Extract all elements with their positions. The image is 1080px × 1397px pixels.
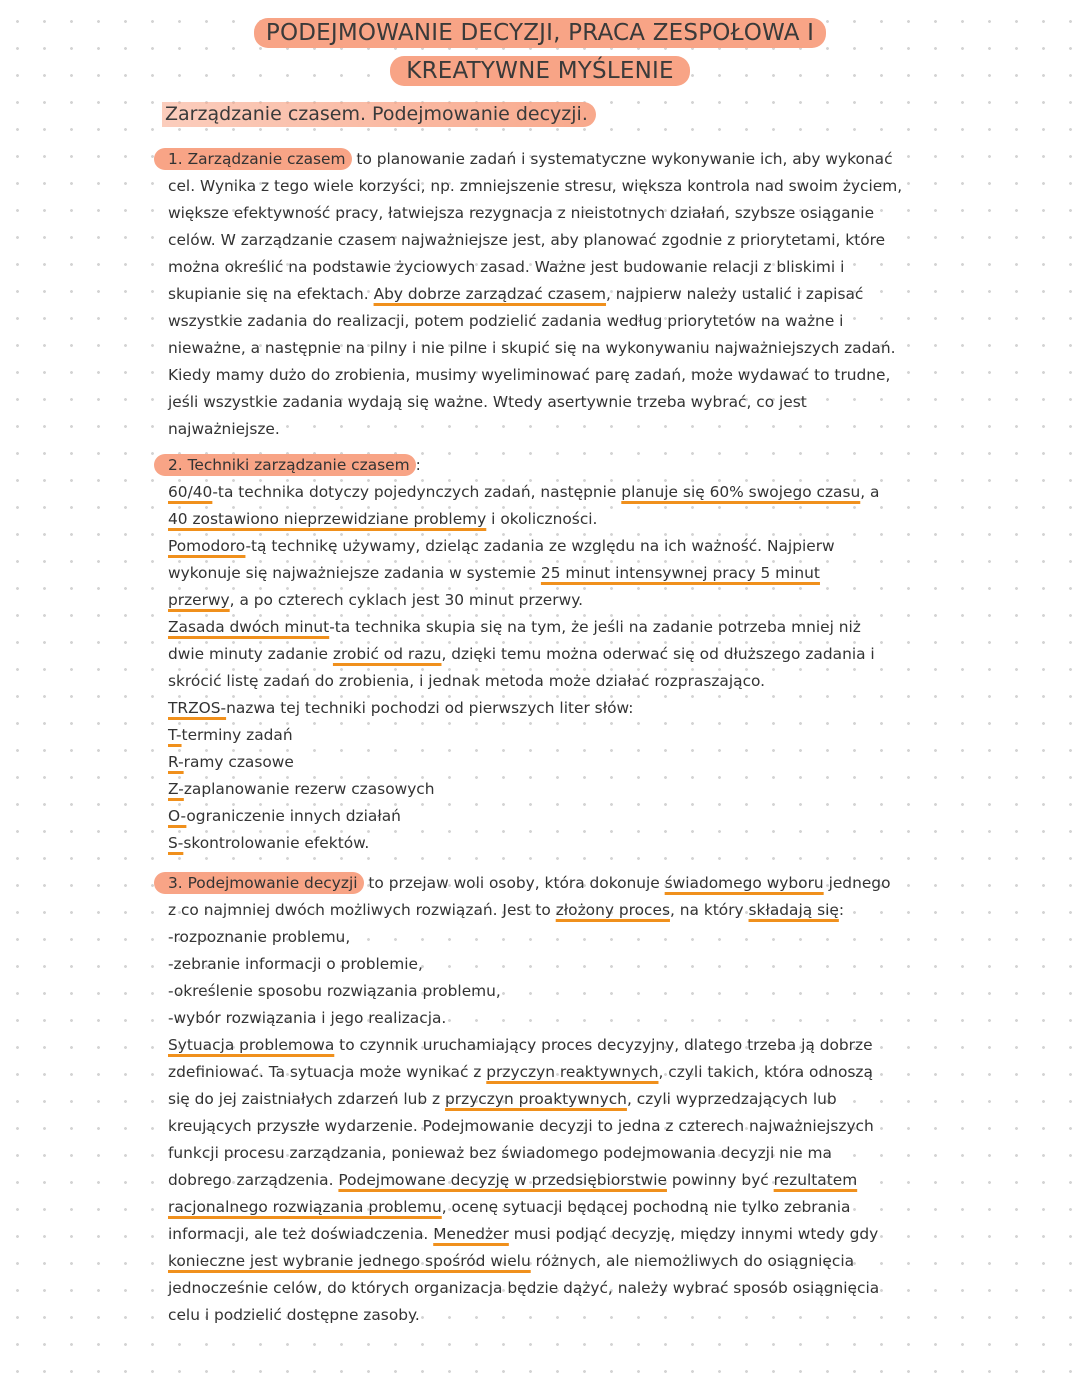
p3-text: musi podjąć decyzję, między innymi wtedy gdy	[508, 1225, 879, 1243]
p3-line-2	[168, 897, 916, 924]
p3-underline: Podejmowane decyzję w przedsiębiorstwie	[338, 1171, 667, 1189]
p3-underline: Sytuacja problemowa	[168, 1036, 335, 1054]
p1-text-1: to planowanie zadań i systematyczne wykonywanie ich, aby wykonać cel. Wynika z tego wiele korzyści, np. zmniejszenie stresu, większa kontrola nad swoim życiem, większe efektywność pracy, łatwiejsza rezygnacja z nieistotnych działań, szybsze osiąganie celów. W zarządzanie czasem najważniejsze jest, aby planować zgodnie z priorytetami, które można określić na podstawie życiowych zasad. Ważne jest budowanie relacji z bliskimi i skupianie się na efektach.	[168, 150, 903, 303]
trzos-item	[168, 803, 916, 830]
p3-line-17: celu i podzielić dostępne zasoby.	[168, 1306, 420, 1324]
p3-line-1	[168, 870, 916, 897]
p3-underline: konieczne jest wybranie jednego spośród wielu	[168, 1252, 531, 1270]
title-line-1	[0, 20, 1080, 46]
p3-text: różnych, ale niemożliwych do osiągnięcia	[530, 1252, 855, 1270]
p3-line-16: jednocześnie celów, do których organizacja będzie dążyć, należy wybrać sposób osiągnięcia	[168, 1279, 880, 1297]
p3-line-13	[168, 1194, 916, 1221]
technique-pomodoro-line-2	[168, 560, 916, 587]
p3-line-12	[168, 1167, 916, 1194]
p1-text-2: , najpierw należy ustalić i zapisać wszystkie zadania do realizacji, potem podzielić zadania według priorytetów na ważne i nieważne, a następnie na pilny i nie pilne i skupić się na wykonywaniu najważniejszych zadań. Kiedy mamy dużo do zrobienia, musimy wyeliminować parę zadań, może wydawać to trudne, jeśli wszystkie zadania wydają się ważne. Wtedy asertywnie trzeba wybrać, co jest najważniejsze.	[168, 285, 896, 438]
p3-underline: racjonalnego rozwiązania problemu	[168, 1198, 442, 1216]
p3-underline: złożony proces	[555, 901, 670, 919]
trzos-item	[168, 749, 916, 776]
technique-two-minutes-line-3	[168, 668, 916, 695]
p3-underline: składają się	[748, 901, 839, 919]
trzos-rest: terminy zadań	[181, 726, 293, 744]
p1-heading: 1. Zarządzanie czasem	[154, 148, 352, 170]
decision-step: -rozpoznanie problemu,	[168, 928, 351, 946]
p3-text: , na który	[669, 901, 749, 919]
paragraph-techniques	[168, 452, 916, 857]
p3-text: to czynnik uruchamiający proces decyzyjny, dlatego trzeba ją dobrze	[334, 1036, 873, 1054]
p3-underline: świadomego wyboru	[664, 874, 824, 892]
p2-heading-suffix: :	[415, 456, 421, 474]
paragraph-time-management	[168, 146, 916, 443]
trzos-letter: R-	[168, 753, 184, 771]
technique-pomodoro-text-3: , a po czterech cyklach jest 30 minut przerwy.	[229, 591, 584, 609]
technique-6040-underline-2: 40 zostawiono nieprzewidziane problemy	[168, 510, 487, 528]
p3-text: się do jej zaistniałych zdarzeń lub z	[168, 1090, 446, 1108]
p3-line-7	[168, 1032, 916, 1059]
p3-text: , ocenę sytuacji będącej pochodną nie tylko zebrania	[441, 1198, 851, 1216]
technique-two-minutes-text-4: skrócić listę zadań do zrobienia, i jednak metoda może działać rozpraszająco.	[168, 672, 766, 690]
decision-step: -wybór rozwiązania i jego realizacja.	[168, 1009, 447, 1027]
technique-pomodoro-line-3	[168, 587, 916, 614]
technique-two-minutes-underline-1: zrobić od razu	[332, 645, 442, 663]
p3-text: informacji, ale też doświadczenia.	[168, 1225, 434, 1243]
p3-underline: rezultatem	[773, 1171, 858, 1189]
trzos-rest: ramy czasowe	[183, 753, 294, 771]
p2-heading-line	[168, 452, 916, 479]
trzos-rest: ograniczenie innych działań	[186, 807, 401, 825]
technique-pomodoro-text-1: -tą technikę używamy, dzieląc zadania ze względu na ich ważność. Najpierw	[245, 537, 835, 555]
technique-two-minutes-text-3: , dzięki temu można oderwać się od dłuższego zadania i	[441, 645, 875, 663]
p3-underline: przyczyn proaktywnych	[445, 1090, 627, 1108]
technique-two-minutes-line-2	[168, 641, 916, 668]
technique-two-minutes-text-2: dwie minuty zadanie	[168, 645, 333, 663]
p3-line-14	[168, 1221, 916, 1248]
technique-6040-text-3: i okoliczności.	[486, 510, 598, 528]
p3-text: z co najmniej dwóch możliwych rozwiązań. Jest to	[168, 901, 556, 919]
technique-pomodoro-underline-1: 25 minut intensywnej pracy 5 minut	[540, 564, 820, 582]
p3-text: zdefiniować. Ta sytuacja może wynikać z	[168, 1063, 487, 1081]
title-line-1-text: PODEJMOWANIE DECYZJI, PRACA ZESPOŁOWA I	[254, 18, 826, 48]
p3-text: dobrego zarządzenia.	[168, 1171, 339, 1189]
paragraph-decision-making	[168, 870, 916, 1329]
title-line-2	[0, 58, 1080, 84]
p3-text: powinny być	[666, 1171, 774, 1189]
technique-pomodoro-name: Pomodoro	[168, 537, 246, 555]
trzos-item	[168, 776, 916, 803]
technique-6040-line-1	[168, 479, 916, 506]
trzos-letter: T-	[168, 726, 182, 744]
technique-trzos-line	[168, 695, 916, 722]
p3-line-15	[168, 1248, 916, 1275]
technique-pomodoro-text-2: wykonuje się najważniejsze zadania w systemie	[168, 564, 541, 582]
p3-text: , czyli takich, która odnoszą	[658, 1063, 873, 1081]
trzos-item	[168, 722, 916, 749]
trzos-rest: skontrolowanie efektów.	[183, 834, 370, 852]
p3-line-8	[168, 1059, 916, 1086]
technique-two-minutes-text-1: -ta technika skupia się na tym, że jeśli na zadanie potrzeba mniej niż	[329, 618, 861, 636]
p1-underline-1: Aby dobrze zarządzać czasem	[373, 285, 607, 303]
p3-line-11: funkcji procesu zarządzania, ponieważ bez świadomego podejmowania decyzji nie ma	[168, 1144, 832, 1162]
title-line-2-text: KREATYWNE MYŚLENIE	[390, 56, 689, 86]
p3-line-9	[168, 1086, 916, 1113]
decision-step: -zebranie informacji o problemie,	[168, 955, 423, 973]
p3-text: to przejaw woli osoby, która dokonuje	[363, 874, 665, 892]
technique-6040-underline-1: planuje się 60% swojego czasu	[621, 483, 861, 501]
p3-text: jednego	[823, 874, 891, 892]
technique-two-minutes-name: Zasada dwóch minut	[168, 618, 330, 636]
p3-text: :	[838, 901, 845, 919]
p3-line-10: kreujących przyszłe wydarzenie. Podejmowanie decyzji to jedna z czterech najważniejszych	[168, 1117, 874, 1135]
technique-6040-line-2	[168, 506, 916, 533]
technique-pomodoro-underline-2: przerwy	[168, 591, 230, 609]
technique-trzos-text: nazwa tej techniki pochodzi od pierwszych liter słów:	[226, 699, 634, 717]
trzos-letter: Z-	[168, 780, 184, 798]
trzos-letter: O-	[168, 807, 187, 825]
trzos-item	[168, 830, 916, 857]
p3-heading: 3. Podejmowanie decyzji	[154, 872, 364, 894]
technique-two-minutes-line-1	[168, 614, 916, 641]
technique-trzos-name: TRZOS-	[168, 699, 227, 717]
technique-6040-text-1: -ta technika dotyczy pojedynczych zadań, następnie	[212, 483, 622, 501]
p2-heading: 2. Techniki zarządzanie czasem	[154, 454, 416, 476]
p3-underline: Menedżer	[433, 1225, 509, 1243]
p3-text: , czyli wyprzedzających lub	[626, 1090, 837, 1108]
technique-6040-text-2: , a	[860, 483, 880, 501]
technique-6040-name: 60/40	[168, 483, 213, 501]
trzos-rest: zaplanowanie rezerw czasowych	[183, 780, 435, 798]
technique-pomodoro-line-1	[168, 533, 916, 560]
p3-underline: przyczyn reaktywnych	[486, 1063, 659, 1081]
decision-step: -określenie sposobu rozwiązania problemu,	[168, 982, 501, 1000]
trzos-letter: S-	[168, 834, 184, 852]
section-heading: Zarządzanie czasem. Podejmowanie decyzji.	[162, 102, 596, 127]
